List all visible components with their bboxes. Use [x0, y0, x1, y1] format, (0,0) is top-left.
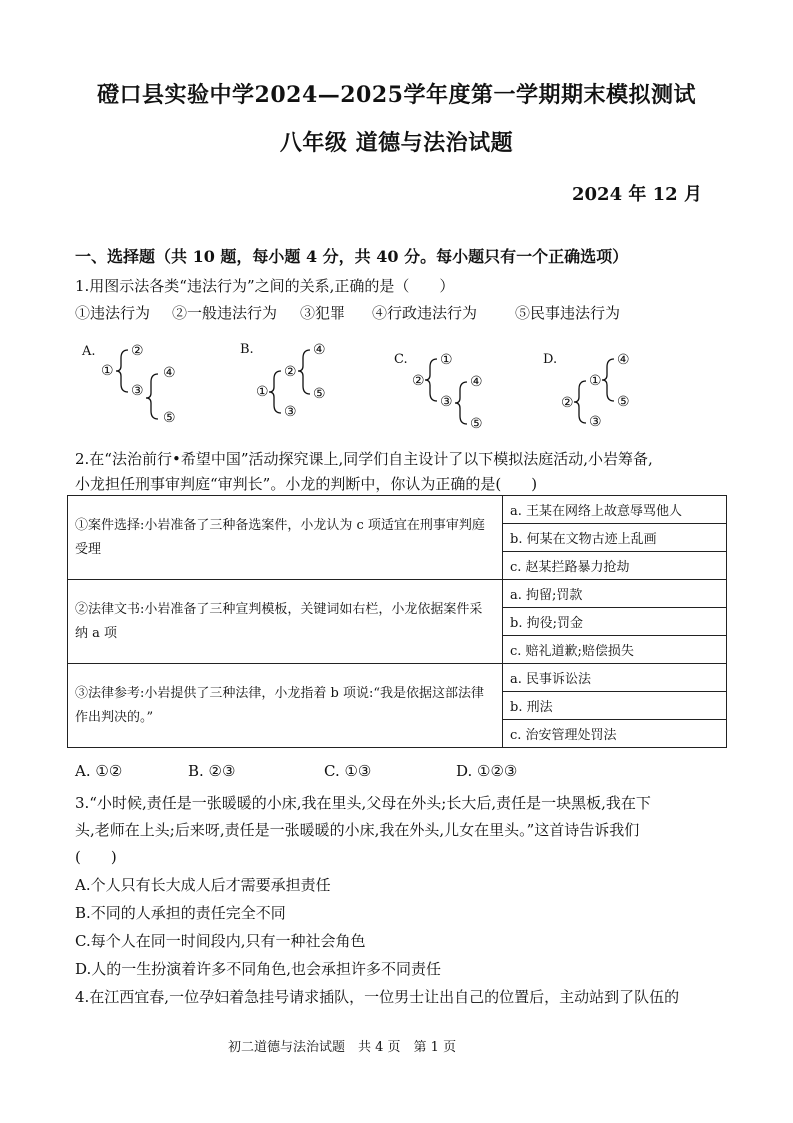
diagram-top: ① — [589, 373, 602, 389]
exam-subtitle: 八年级 道德与法治试题 — [279, 130, 514, 156]
q1-diagram-b — [238, 338, 358, 438]
diagram-option-label: C. — [394, 352, 408, 367]
diagram-root: ① — [101, 363, 114, 379]
q2-row-choice: b. 刑法 — [503, 692, 727, 720]
q2-row-description: ②法律文书:小岩准备了三种宣判模板，关键词如右栏，小龙依据案件采纳 a 项 — [68, 580, 503, 664]
diagram-mid: ③ — [131, 383, 144, 399]
diagram-mid: ③ — [440, 394, 453, 410]
q3-stem-line: 3.“小时候,责任是一张暖暖的小床,我在里头,父母在外头;长大后,责任是一块黑板,我在下 — [75, 794, 651, 812]
q2-row-choice: c. 赔礼道歉;赔偿损失 — [503, 636, 727, 664]
diagram-mid: ③ — [284, 404, 297, 420]
brace-lines — [394, 338, 514, 438]
table-row — [68, 664, 727, 692]
q4-stem-line: 4.在江西宜春,一位孕妇着急挂号请求插队，一位男士让出自己的位置后，主动站到了队伍的 — [75, 988, 680, 1006]
section-heading: 一、选择题（共 10 题，每小题 4 分，共 40 分。每小题只有一个正确选项） — [75, 247, 629, 266]
diagram-option-label: D. — [543, 352, 558, 367]
diagram-root: ② — [412, 373, 425, 389]
diagram-sub1: ④ — [313, 342, 326, 358]
brace-lines — [543, 338, 663, 438]
diagram-top: ② — [131, 343, 144, 359]
q2-row-choice: a. 拘留;罚款 — [503, 580, 727, 608]
q3-option: C.每个人在同一时间段内,只有一种社会角色 — [75, 932, 366, 950]
q2-row-choice: c. 赵某拦路暴力抢劫 — [503, 552, 727, 580]
q1-item: ③犯罪 — [300, 304, 346, 322]
diagram-top: ① — [440, 352, 453, 368]
q2-option: D. ①②③ — [456, 762, 518, 780]
diagram-top: ② — [284, 364, 297, 380]
brace-lines — [238, 338, 358, 438]
q2-row-choice: b. 何某在文物古迹上乱画 — [503, 524, 727, 552]
q2-option: A. ①② — [75, 762, 123, 780]
q1-item: ①违法行为 — [75, 304, 151, 322]
diagram-root: ② — [561, 395, 574, 411]
q1-diagram-d — [543, 338, 663, 438]
diagram-root: ① — [256, 384, 269, 400]
q3-option: D.人的一生扮演着许多不同角色,也会承担许多不同责任 — [75, 960, 442, 978]
q3-option: A.个人只有长大成人后才需要承担责任 — [75, 876, 331, 894]
diagram-sub2: ⑤ — [470, 416, 483, 432]
q3-stem-line: 头,老师在上头;后来呀,责任是一张暖暖的小床,我在外头,儿女在里头。”这首诗告诉我们 — [75, 821, 640, 839]
q1-diagram-c — [394, 338, 514, 438]
diagram-option-label: A. — [82, 344, 96, 359]
diagram-sub1: ④ — [617, 352, 630, 368]
q3-option: B.不同的人承担的责任完全不同 — [75, 904, 286, 922]
q1-item: ②一般违法行为 — [172, 304, 278, 322]
q2-row-description: ③法律参考:小岩提供了三种法律，小龙指着 b 项说:“我是依据这部法律作出判决的。” — [68, 664, 503, 748]
exam-title: 磴口县实验中学2024—2025学年度第一学期期末模拟测试 — [97, 82, 696, 108]
diagram-sub2: ⑤ — [617, 394, 630, 410]
diagram-mid: ③ — [589, 414, 602, 430]
q2-option: B. ②③ — [188, 762, 236, 780]
page-footer: 初二道德与法治试题 共 4 页 第 1 页 — [228, 1040, 457, 1055]
q1-stem: 1.用图示法各类“违法行为”之间的关系,正确的是（ ） — [75, 277, 455, 295]
diagram-sub2: ⑤ — [313, 386, 326, 402]
q2-option: C. ①③ — [324, 762, 372, 780]
q2-stem-line: 小龙担任刑事审判庭“审判长”。小龙的判断中，你认为正确的是( ) — [75, 475, 538, 493]
diagram-sub1: ④ — [470, 374, 483, 390]
q2-row-choice: a. 王某在网络上故意辱骂他人 — [503, 496, 727, 524]
q2-row-choice: c. 治安管理处罚法 — [503, 720, 727, 748]
diagram-sub1: ④ — [163, 365, 176, 381]
diagram-option-label: B. — [240, 342, 254, 357]
exam-date: 2024 年 12 月 — [572, 184, 702, 205]
q2-row-description: ①案件选择:小岩准备了三种备选案件，小龙认为 c 项适宜在刑事审判庭受理 — [68, 496, 503, 580]
q1-item: ④行政违法行为 — [372, 304, 478, 322]
table-row — [68, 580, 727, 608]
brace-lines — [76, 338, 196, 438]
q1-item: ⑤民事违法行为 — [515, 304, 621, 322]
q3-answer-blank: ( ) — [75, 848, 117, 866]
table-row — [68, 496, 727, 524]
q2-row-choice: a. 民事诉讼法 — [503, 664, 727, 692]
q2-stem-line: 2.在“法治前行•希望中国”活动探究课上,同学们自主设计了以下模拟法庭活动,小岩筹备, — [75, 450, 653, 468]
q2-row-choice: b. 拘役;罚金 — [503, 608, 727, 636]
diagram-sub2: ⑤ — [163, 410, 176, 426]
q1-diagram-a — [76, 338, 196, 438]
q2-table — [67, 495, 727, 748]
